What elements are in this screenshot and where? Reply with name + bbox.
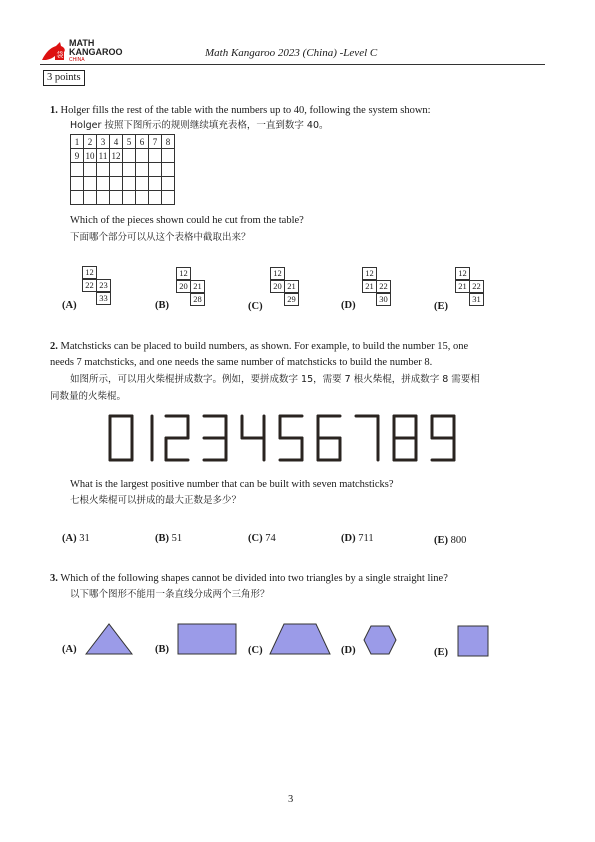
table-cell <box>162 191 175 205</box>
answer-value: 51 <box>171 533 183 544</box>
option-letter: (D) <box>341 300 356 311</box>
logo-line-math: MATH <box>69 38 95 48</box>
option-letter: (A) <box>62 644 77 655</box>
table-cell <box>123 177 136 191</box>
matchstick-digit-0 <box>110 416 132 460</box>
table-row <box>71 177 175 191</box>
header-title: Math Kangaroo 2023 (China) -Level C <box>205 47 378 59</box>
table-cell: 4 <box>110 135 123 149</box>
q2-answer-d[interactable] <box>341 533 374 544</box>
q1-statement-en: Holger fills the rest of the table with the numbers up to 40, following the system shown: <box>60 105 431 116</box>
q1-text-zh: Holger 按照下图所示的规则继续填充表格，一直到数字 40。 <box>70 120 329 131</box>
q2-prompt-en: What is the largest positive number that can be built with seven matchsticks? <box>70 479 394 490</box>
q2-answer-e[interactable] <box>434 535 466 546</box>
q1-prompt-en: Which of the pieces shown could he cut from the table? <box>70 215 304 226</box>
answer-value: 74 <box>265 533 276 544</box>
table-cell <box>110 191 123 205</box>
q3-text-en <box>50 572 448 586</box>
piece-cell: 21 <box>362 280 377 293</box>
table-cell <box>84 177 97 191</box>
option-letter: (E) <box>434 301 448 312</box>
q1-option-d-piece[interactable] <box>362 267 407 312</box>
piece-cell: 20 <box>270 280 285 293</box>
q2-text-en-1 <box>50 340 468 354</box>
q3-option-c-label <box>248 645 263 656</box>
table-cell <box>110 163 123 177</box>
piece-cell: 21 <box>190 280 205 293</box>
table-cell: 1 <box>71 135 84 149</box>
table-cell <box>149 163 162 177</box>
option-letter: (E) <box>434 535 448 546</box>
table-cell <box>162 163 175 177</box>
table-cell: 10 <box>85 150 95 161</box>
q1-option-e-label <box>434 301 448 312</box>
option-letter: (C) <box>248 301 263 312</box>
answer-value: 711 <box>358 533 374 544</box>
piece-cell: 12 <box>362 267 377 280</box>
rectangle-icon[interactable] <box>176 622 238 656</box>
q2-statement-en-1: Matchsticks can be placed to build numbers, as shown. For example, to build the number 15, one <box>60 341 469 352</box>
q2-answer-b[interactable] <box>155 533 182 544</box>
matchstick-digit-6 <box>318 416 340 460</box>
table-cell: 5 <box>123 135 136 149</box>
logo-line-china: CHINA <box>69 57 85 63</box>
table-cell <box>97 191 110 205</box>
piece-cell: 22 <box>469 280 484 293</box>
q1-prompt-zh: 下面哪个部分可以从这个表格中截取出来？ <box>70 232 251 243</box>
matchstick-digit-7 <box>356 416 378 460</box>
table-cell <box>110 177 123 191</box>
hexagon-icon[interactable] <box>362 624 398 656</box>
table-cell <box>97 163 110 177</box>
table-cell <box>149 177 162 191</box>
option-letter: (A) <box>62 300 77 311</box>
piece-cell: 12 <box>270 267 285 280</box>
matchstick-digits <box>100 410 490 470</box>
trapezoid-icon[interactable] <box>268 622 332 656</box>
q3-number: 3. <box>50 573 58 584</box>
svg-text:袋: 袋 <box>56 51 64 59</box>
answer-value: 31 <box>79 533 90 544</box>
table-cell <box>136 191 149 205</box>
table-cell <box>84 191 97 205</box>
table-cell <box>149 191 162 205</box>
option-letter: (A) <box>62 533 77 544</box>
q3-option-b-label <box>155 644 169 655</box>
table-row <box>71 135 175 149</box>
matchstick-digit-4 <box>242 416 264 460</box>
q2-answer-c[interactable] <box>248 533 276 544</box>
matchstick-digit-5 <box>280 416 302 460</box>
option-letter: (B) <box>155 644 169 655</box>
piece-cell: 28 <box>190 293 205 306</box>
points-badge: 3 points <box>43 70 85 86</box>
triangle-icon[interactable] <box>84 622 134 656</box>
table-row <box>71 191 175 205</box>
piece-cell: 12 <box>82 266 97 279</box>
table-cell: 3 <box>97 135 110 149</box>
table-cell: 9 <box>71 149 84 163</box>
table-cell: 7 <box>149 135 162 149</box>
table-cell: 6 <box>136 135 149 149</box>
table-cell <box>84 163 97 177</box>
q2-prompt-zh: 七根火柴棍可以拼成的最大正数是多少？ <box>70 495 242 506</box>
table-cell <box>123 163 136 177</box>
logo-line-kangaroo: KANGAROO <box>69 47 123 57</box>
table-cell <box>123 191 136 205</box>
logo-text <box>69 39 123 63</box>
table-cell: 11 <box>97 149 110 163</box>
table-cell <box>162 149 175 163</box>
q1-option-c-piece[interactable] <box>270 267 315 312</box>
option-letter: (C) <box>248 533 263 544</box>
piece-cell: 21 <box>284 280 299 293</box>
matchstick-digit-9 <box>432 416 454 460</box>
q1-option-d-label <box>341 300 356 311</box>
table-cell: 2 <box>84 135 97 149</box>
option-letter: (D) <box>341 645 356 656</box>
matchstick-digit-3 <box>204 416 226 460</box>
table-cell <box>149 149 162 163</box>
table-cell <box>71 163 84 177</box>
option-letter: (D) <box>341 533 356 544</box>
option-letter: (B) <box>155 300 169 311</box>
table-cell <box>123 149 136 163</box>
piece-cell: 22 <box>82 279 97 292</box>
piece-cell: 31 <box>469 293 484 306</box>
option-letter: (B) <box>155 533 169 544</box>
piece-cell: 20 <box>176 280 191 293</box>
matchstick-digit-8 <box>394 416 416 460</box>
piece-cell: 12 <box>455 267 470 280</box>
q1-number: 1. <box>50 105 58 116</box>
q3-option-d-label <box>341 645 356 656</box>
q1-text-en <box>50 104 431 118</box>
square-icon[interactable] <box>456 624 490 658</box>
q3-statement-en: Which of the following shapes cannot be divided into two triangles by a single straight line? <box>60 573 448 584</box>
piece-cell: 30 <box>376 293 391 306</box>
table-cell <box>136 177 149 191</box>
table-cell <box>71 177 84 191</box>
table-cell <box>136 163 149 177</box>
q1-option-b-label <box>155 300 169 311</box>
piece-cell: 12 <box>176 267 191 280</box>
table-row <box>71 163 175 177</box>
table-cell <box>162 177 175 191</box>
table-cell: 12 <box>111 150 121 161</box>
answer-value: 800 <box>450 535 467 546</box>
q1-option-a-piece[interactable] <box>82 266 127 311</box>
piece-cell: 33 <box>96 292 111 305</box>
matchstick-digit-2 <box>166 416 188 460</box>
table-cell <box>97 177 110 191</box>
piece-cell: 21 <box>455 280 470 293</box>
q3-option-e-label <box>434 647 448 658</box>
table-cell <box>71 191 84 205</box>
q3-option-a-label <box>62 644 77 655</box>
q2-answer-a[interactable] <box>62 533 90 544</box>
header-divider <box>40 64 545 65</box>
page-number: 3 <box>288 794 294 805</box>
q1-option-b-piece[interactable] <box>176 267 221 312</box>
q1-option-e-piece[interactable] <box>455 267 500 312</box>
q2-text-zh-1: 如图所示，可以用火柴棍拼成数字。例如，要拼成数字 15，需要 7 根火柴棍，拼成数字 8 需要相 <box>70 374 480 385</box>
option-letter: (C) <box>248 645 263 656</box>
piece-cell: 29 <box>284 293 299 306</box>
q2-text-en-2: needs 7 matchsticks, and one needs the same number of matchsticks to build the number 8. <box>50 357 433 368</box>
number-table <box>70 134 175 205</box>
option-letter: (E) <box>434 647 448 658</box>
q3-text-zh: 以下哪个图形不能用一条直线分成两个三角形？ <box>70 589 270 600</box>
table-cell <box>136 149 149 163</box>
q2-text-zh-2: 同数量的火柴棍。 <box>50 391 127 402</box>
table-row <box>71 149 175 163</box>
q1-option-c-label <box>248 301 263 312</box>
table-cell: 8 <box>162 135 175 149</box>
piece-cell: 23 <box>96 279 111 292</box>
q1-option-a-label <box>62 300 77 311</box>
q2-number: 2. <box>50 341 58 352</box>
piece-cell: 22 <box>376 280 391 293</box>
kangaroo-logo-icon <box>40 40 68 62</box>
